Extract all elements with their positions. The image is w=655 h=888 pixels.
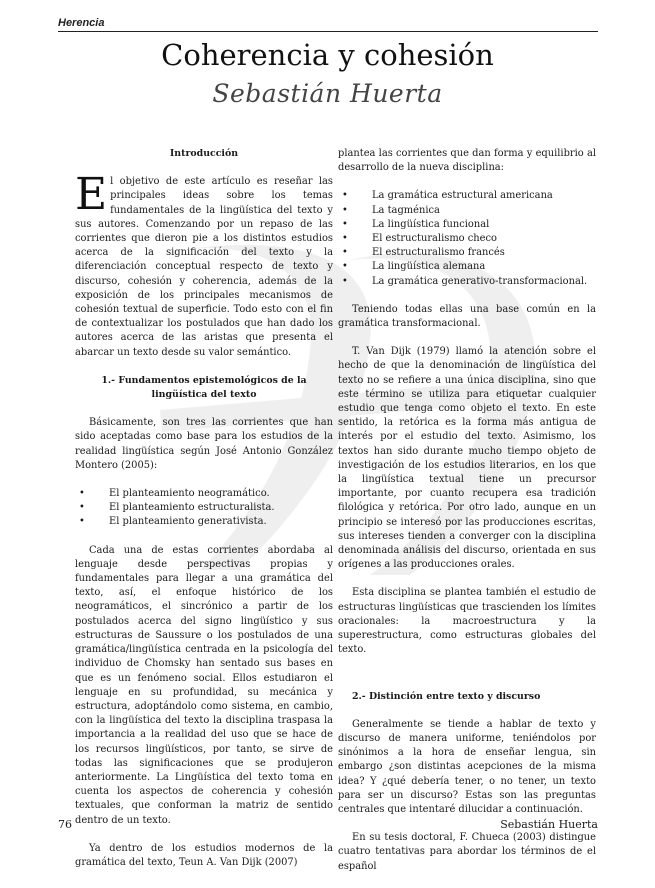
approaches-list	[75, 487, 333, 530]
running-head: Herencia	[58, 17, 105, 29]
list-item: • La lingüística funcional	[338, 218, 596, 232]
spacer	[338, 672, 596, 690]
list-item: • El planteamiento generativista.	[75, 515, 333, 529]
list-item: • La gramática estructural americana	[338, 189, 596, 203]
dropcap: E	[75, 169, 108, 221]
header-rule	[58, 31, 598, 32]
list-item: • La gramática generativo-transformacional.	[338, 275, 596, 289]
intro-paragraph	[75, 169, 333, 360]
intro-paragraph-text: l objetivo de este artículo es reseñar las principales ideas sobre los temas fundamentales de la lingüística del texto y sus autores. Comenzando por un repaso de las corrientes que dieron pie a los distintos estudios acerca de la significación del texto y la diferenciación conceptual respecto de texto y discurso, cohesión y coherencia, además de la exposición de los principales mecanismos de cohesión textual de superficie. Todo esto con el fin de contextualizar los postulados que han dado los autores acerca de las aristas que presenta el abarcar un texto desde su valor semántico.	[75, 176, 333, 358]
section-2-heading: 2.- Distinción entre texto y discurso	[352, 690, 541, 702]
left-column	[75, 147, 333, 884]
body-paragraph: Teniendo todas ellas una base común en la gramática transformacional.	[338, 303, 596, 330]
list-item: • El planteamiento neogramático.	[75, 487, 333, 501]
article-author: Sebastián Huerta	[212, 79, 443, 108]
intro-heading: Introducción	[169, 148, 239, 159]
body-paragraph: Esta disciplina se plantea también el estudio de estructuras lingüísticas que trascienden los límites oracionales: la macroestructura y la superestructura, como estructuras globales del texto.	[338, 587, 596, 656]
body-paragraph: Cada una de estas corrientes abordaba al lenguaje desde perspectivas propias y fundamentales para llegar a una gramática del texto, así, el enfoque histórico de los neogramáticos, el sincrónico a partir de los postulados acerca del signo lingüístico y sus estructuras de Saussure o los postulados de una gramática/lingüística centrada en la psicología del individuo de Chomsky han sentado sus bases en que es un fenómeno social. Ellos estudiaron el lenguaje en su profundidad, su mecánica y estructura, adoptándolo como sistema, en cambio, con la lingüística del texto la disciplina traspasa la importancia a la realidad del uso que se hace de los recursos lingüísticos, por tanto, se sirve de todas las significaciones que se produjeron anteriormente. La Lingüística del texto toma en cuenta los aspectos de coherencia y cohesión textuales, que conforman la matriz de sentido dentro de un texto.	[75, 544, 333, 826]
list-item: • La tagménica	[338, 204, 596, 218]
section-1-paragraph: Básicamente, son tres las corrientes que han sido aceptadas como base para los estudios de la realidad lingüística según José Antonio González Montero (2005):	[75, 417, 333, 471]
body-paragraph: Generalmente se tiende a hablar de texto y discurso de manera uniforme, teniéndolos por sinónimos a la hora de enseñar lengua, sin embargo ¿son distintas acepciones de la misma idea? Y ¿qué debería tener, o no tener, un texto para ser un discurso? Estas son las preguntas centrales que intentaré dilucidar a continuación.	[338, 718, 596, 815]
list-item: • El estructuralismo francés	[338, 246, 596, 260]
footer-author: Sebastián Huerta	[500, 818, 598, 831]
section-1-heading: 1.- Fundamentos epistemológicos de la lingüística del texto	[101, 374, 307, 401]
body-paragraph: Ya dentro de los estudios modernos de la gramática del texto, Teun A. Van Dijk (2007)	[75, 842, 333, 868]
list-item: • El estructuralismo checo	[338, 232, 596, 246]
page-number: 76	[58, 818, 72, 831]
right-column	[338, 147, 596, 888]
body-paragraph: T. Van Dijk (1979) llamó la atención sobre el hecho de que la denominación de lingüística del texto no se refiere a una única disciplina, sino que este término se utiliza para etiquetar cualquier estudio que tenga como objeto el texto. En este sentido, la retórica es la forma más antigua de interés por el estudio del texto. Asimismo, los textos han sido durante mucho tiempo objeto de investigación de los estudios literarios, en los que la lingüística textual tiene un precursor importante, por cuanto recupera esa tradición filológica y retórica. Por otro lado, aunque en un principio se interesó por las producciones escritas, sus intereses tienden a converger con la disciplina denominada análisis del discurso, orientada en sus orígenes a las producciones orales.	[338, 346, 596, 571]
list-item: • El planteamiento estructuralista.	[75, 501, 333, 515]
list-item: • La lingüística alemana	[338, 260, 596, 274]
body-paragraph: En su tesis doctoral, F. Chueca (2003) distingue cuatro tentativas para abordar los términos de el español	[338, 832, 596, 872]
article-title: Coherencia y cohesión	[161, 38, 494, 72]
currents-list	[338, 189, 596, 288]
continuation-paragraph: plantea las corrientes que dan forma y equilibrio al desarrollo de la nueva disciplina:	[338, 148, 596, 174]
